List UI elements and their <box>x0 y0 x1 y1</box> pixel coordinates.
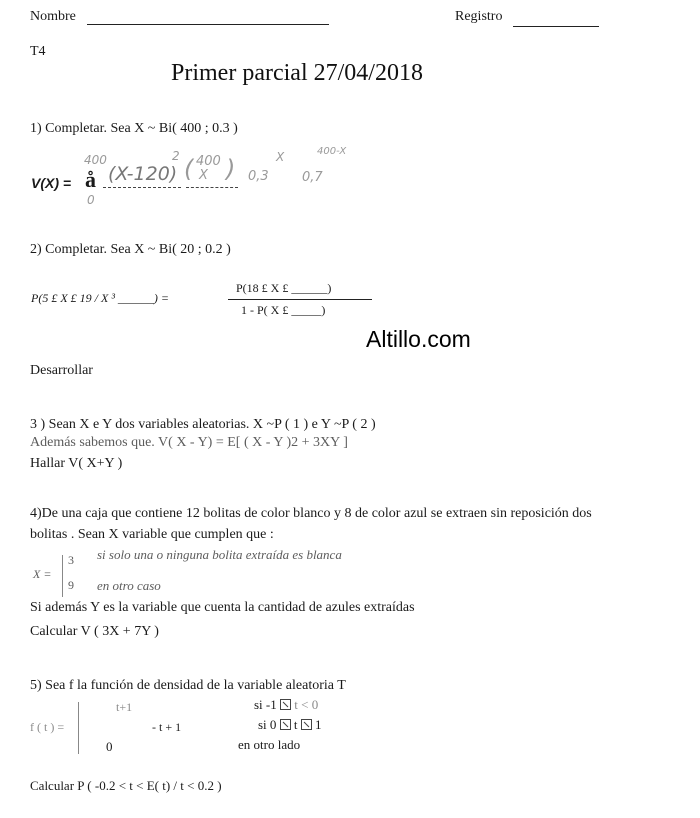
q1-hand-binom-top: 400 <box>196 154 221 169</box>
nombre-label: Nombre <box>30 9 76 24</box>
desarrollar-heading: Desarrollar <box>30 363 93 378</box>
q3-line2: Además sabemos que. V( X - Y) = E[ ( X - Y )2 + 3XY ] <box>30 435 348 450</box>
q1-hand-term: (X-120) <box>108 163 178 185</box>
q5-case2-cond <box>258 717 322 733</box>
q5-brace <box>78 702 79 754</box>
q3-line1: 3 ) Sean X e Y dos variables aleatorias. X ~P ( 1 ) e Y ~P ( 2 ) <box>30 417 376 432</box>
leq-symbol-icon <box>301 719 312 730</box>
q2-numerator: P(18 £ X £ ______) <box>236 281 332 295</box>
q2-fraction-bar <box>228 299 372 300</box>
q1-statement: 1) Completar. Sea X ~ Bi( 400 ; 0.3 ) <box>30 121 238 136</box>
q4-case2-text: en otro caso <box>97 578 161 593</box>
q5-case2-cond-a: si 0 <box>258 717 277 732</box>
q1-hand-exp-x: X <box>276 150 285 164</box>
q3-line3: Hallar V( X+Y ) <box>30 456 123 471</box>
q1-hand-paren-l: ( <box>184 155 194 183</box>
q4-x-eq: X = <box>33 567 52 581</box>
q5-lhs: f ( t ) = <box>30 720 65 734</box>
q5-case2-cond-b: t <box>293 717 298 732</box>
tema-label: T4 <box>30 44 46 59</box>
q4-brace <box>62 555 63 597</box>
q1-formula-lhs: V(X) = <box>31 175 72 191</box>
q1-hand-paren-r: ) <box>226 155 236 183</box>
leq-symbol-icon <box>280 719 291 730</box>
q2-denominator: 1 - P( X £ _____) <box>241 303 326 317</box>
q5-case1-cond-b: t < 0 <box>294 697 319 712</box>
q5-case2-cond-c: 1 <box>315 717 322 732</box>
q5-case3-cond: en otro lado <box>238 737 301 752</box>
q1-blank-1[interactable] <box>103 187 181 188</box>
q5-case1-cond <box>254 697 318 713</box>
q1-sum-symbol: å <box>85 167 96 192</box>
q4-line4: Calcular V ( 3X + 7Y ) <box>30 624 159 639</box>
q1-hand-sum-bottom: 0 <box>87 193 95 207</box>
q5-calc: Calcular P ( -0.2 < t < E( t) / t < 0.2 ) <box>30 778 222 793</box>
q4-case2-val: 9 <box>68 578 74 592</box>
q2-lhs: P(5 £ X £ 19 / X ³ ______) = <box>31 291 170 305</box>
registro-label: Registro <box>455 9 503 24</box>
q1-blank-2[interactable] <box>186 187 238 188</box>
page-title: Primer parcial 27/04/2018 <box>171 60 423 86</box>
q5-case2-expr: - t + 1 <box>152 720 182 734</box>
q2-statement: 2) Completar. Sea X ~ Bi( 20 ; 0.2 ) <box>30 242 231 257</box>
q5-case3-expr: 0 <box>106 739 113 754</box>
q4-line2: bolitas . Sean X variable que cumplen que : <box>30 527 274 542</box>
q4-case1-text: si solo una o ninguna bolita extraída es blanca <box>97 547 342 562</box>
q5-line1: 5) Sea f la función de densidad de la variable aleatoria T <box>30 678 346 693</box>
q1-hand-exp-q: 400-X <box>317 146 347 157</box>
q1-hand-exp2: 2 <box>172 149 180 163</box>
q1-hand-p: 0,3 <box>248 169 269 184</box>
q1-hand-sum-top: 400 <box>84 153 107 167</box>
q4-line1: 4)De una caja que contiene 12 bolitas de color blanco y 8 de color azul se extraen sin reposición dos <box>30 506 592 521</box>
q4-line3: Si además Y es la variable que cuenta la cantidad de azules extraídas <box>30 600 415 615</box>
nombre-field[interactable] <box>87 24 329 25</box>
q1-hand-q: 0,7 <box>302 170 323 185</box>
q1-hand-binom-bottom: X <box>199 168 208 183</box>
leq-symbol-icon <box>280 699 291 710</box>
q5-case1-cond-a: si -1 <box>254 697 277 712</box>
q5-case1-expr: t+1 <box>116 700 133 714</box>
watermark: Altillo.com <box>366 326 471 352</box>
registro-field[interactable] <box>513 26 599 27</box>
q4-case1-val: 3 <box>68 553 74 567</box>
